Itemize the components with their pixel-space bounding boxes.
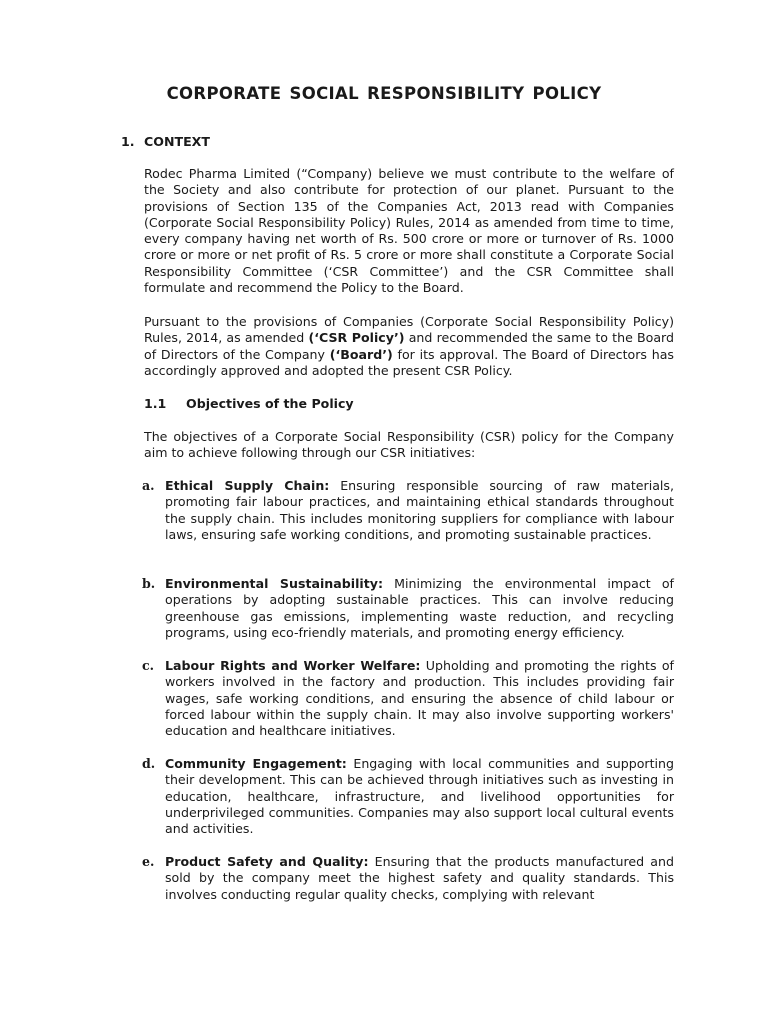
subsection-title: Objectives of the Policy <box>186 396 354 411</box>
paragraph-text: and recommended the same to the Board of Directors of the Company <box>144 330 674 362</box>
objectives-intro-paragraph: The objectives of a Corporate Social Responsibility (CSR) policy for the Company aim to achieve following through our CSR initiatives: <box>144 429 674 461</box>
list-item-text: Ensuring responsible sourcing of raw materials, promoting fair labour practices, and maintaining ethical standards throughout the supply chain. This includes monitoring suppliers for compliance with labour laws, ensuring safe working conditions, and promoting sustainable practices. <box>165 478 674 542</box>
csr-policy-term: (‘CSR Policy’) <box>308 330 405 346</box>
subsection-number: 1.1 <box>144 396 167 411</box>
list-marker: c. <box>142 658 155 673</box>
subsection-heading <box>144 396 354 411</box>
list-marker: b. <box>142 576 156 591</box>
list-item <box>142 478 674 543</box>
list-marker: d. <box>142 756 156 771</box>
context-paragraph-1: Rodec Pharma Limited (“Company) believe we must contribute to the welfare of the Society and also contribute for protection of our planet. Pursuant to the provisions of Section 135 of the Companies Act, 2013 read with Companies (Corporate Social Responsibility Policy) Rules, 2014 as amended from time to time, every company having net worth of Rs. 500 crore or more or turnover of Rs. 1000 crore or more or net profit of Rs. 5 crore or more shall constitute a Corporate Social Responsibility Committee (‘CSR Committee’) and the CSR Committee shall formulate and recommend the Policy to the Board. <box>144 166 674 296</box>
list-item-text: Ensuring that the products manufactured and sold by the company meet the highest safety and quality standards. This involves conducting regular quality checks, complying with relevant <box>165 854 674 902</box>
section-number: 1. <box>121 134 135 149</box>
list-item-title: Ethical Supply Chain: <box>165 478 330 493</box>
list-item <box>142 658 674 739</box>
board-term: (‘Board’) <box>329 346 393 362</box>
list-item-text: Upholding and promoting the rights of workers involved in the factory and production. This includes providing fair wages, safe working conditions, and ensuring the absence of child labour or forced labour within the supply chain. It may also involve supporting workers' education and healthcare initiatives. <box>165 658 674 739</box>
list-item-title: Environmental Sustainability: <box>165 576 383 591</box>
list-item-title: Product Safety and Quality: <box>165 854 369 869</box>
list-item-title: Community Engagement: <box>165 756 347 771</box>
document-title: CORPORATE SOCIAL RESPONSIBILITY POLICY <box>166 84 602 103</box>
list-item-text: Engaging with local communities and supporting their development. This can be achieved through initiatives such as investing in education, healthcare, infrastructure, and livelihood opportunities for underprivileged communities. Companies may also support local cultural events and activities. <box>165 756 674 837</box>
list-item-title: Labour Rights and Worker Welfare: <box>165 658 421 673</box>
list-item <box>142 854 674 903</box>
section-title: CONTEXT <box>144 134 210 149</box>
list-item <box>142 756 674 837</box>
paragraph-text: for its approval. The Board of Directors has accordingly approved and adopted the present CSR Policy. <box>144 346 674 378</box>
list-marker: e. <box>142 854 155 869</box>
context-paragraph-2 <box>144 314 674 379</box>
list-item <box>142 576 674 641</box>
section-heading <box>121 134 210 149</box>
paragraph-text: Pursuant to the provisions of Companies (Corporate Social Responsibility Policy) Rules, 2014, as amended <box>144 314 674 346</box>
list-item-text: Minimizing the environmental impact of operations by adopting sustainable practices. This can involve reducing greenhouse gas emissions, implementing waste reduction, and recycling programs, using eco-friendly materials, and promoting energy efficiency. <box>165 576 674 640</box>
list-marker: a. <box>142 478 155 493</box>
